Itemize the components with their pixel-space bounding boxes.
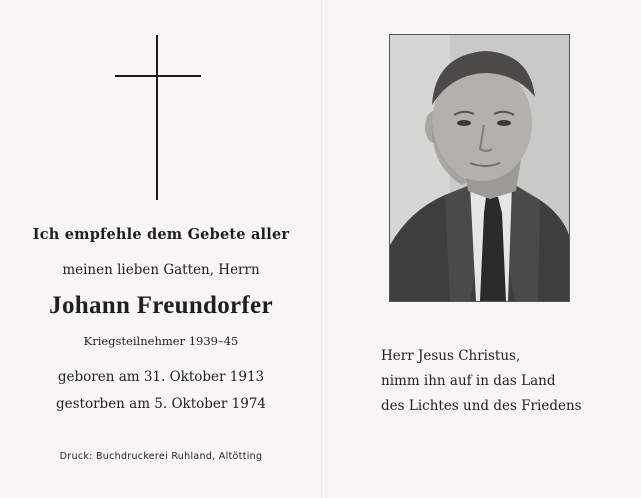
printer-credit: Druck: Buchdruckerei Ruhland, Altötting (59, 451, 263, 462)
verse-line: des Lichtes und des Friedens (381, 398, 582, 414)
cross-horizontal-bar (115, 75, 201, 77)
deceased-name: Johann Freundorfer (49, 292, 273, 319)
cross-icon (115, 35, 201, 200)
veteran-note: Kriegsteilnehmer 1939–45 (83, 334, 239, 348)
verse-line: nimm ihn auf in das Land (381, 373, 556, 389)
intro-text: Ich empfehle dem Gebete aller (32, 226, 290, 243)
death-date: gestorben am 5. Oktober 1974 (55, 396, 267, 412)
portrait-illustration (390, 35, 569, 301)
right-page (322, 0, 641, 498)
verse-line: Herr Jesus Christus, (381, 348, 521, 364)
spouse-text: meinen lieben Gatten, Herrn (62, 262, 260, 278)
portrait-photo (389, 34, 570, 302)
birth-date: geboren am 31. Oktober 1913 (57, 369, 265, 385)
cross-vertical-bar (156, 35, 158, 200)
